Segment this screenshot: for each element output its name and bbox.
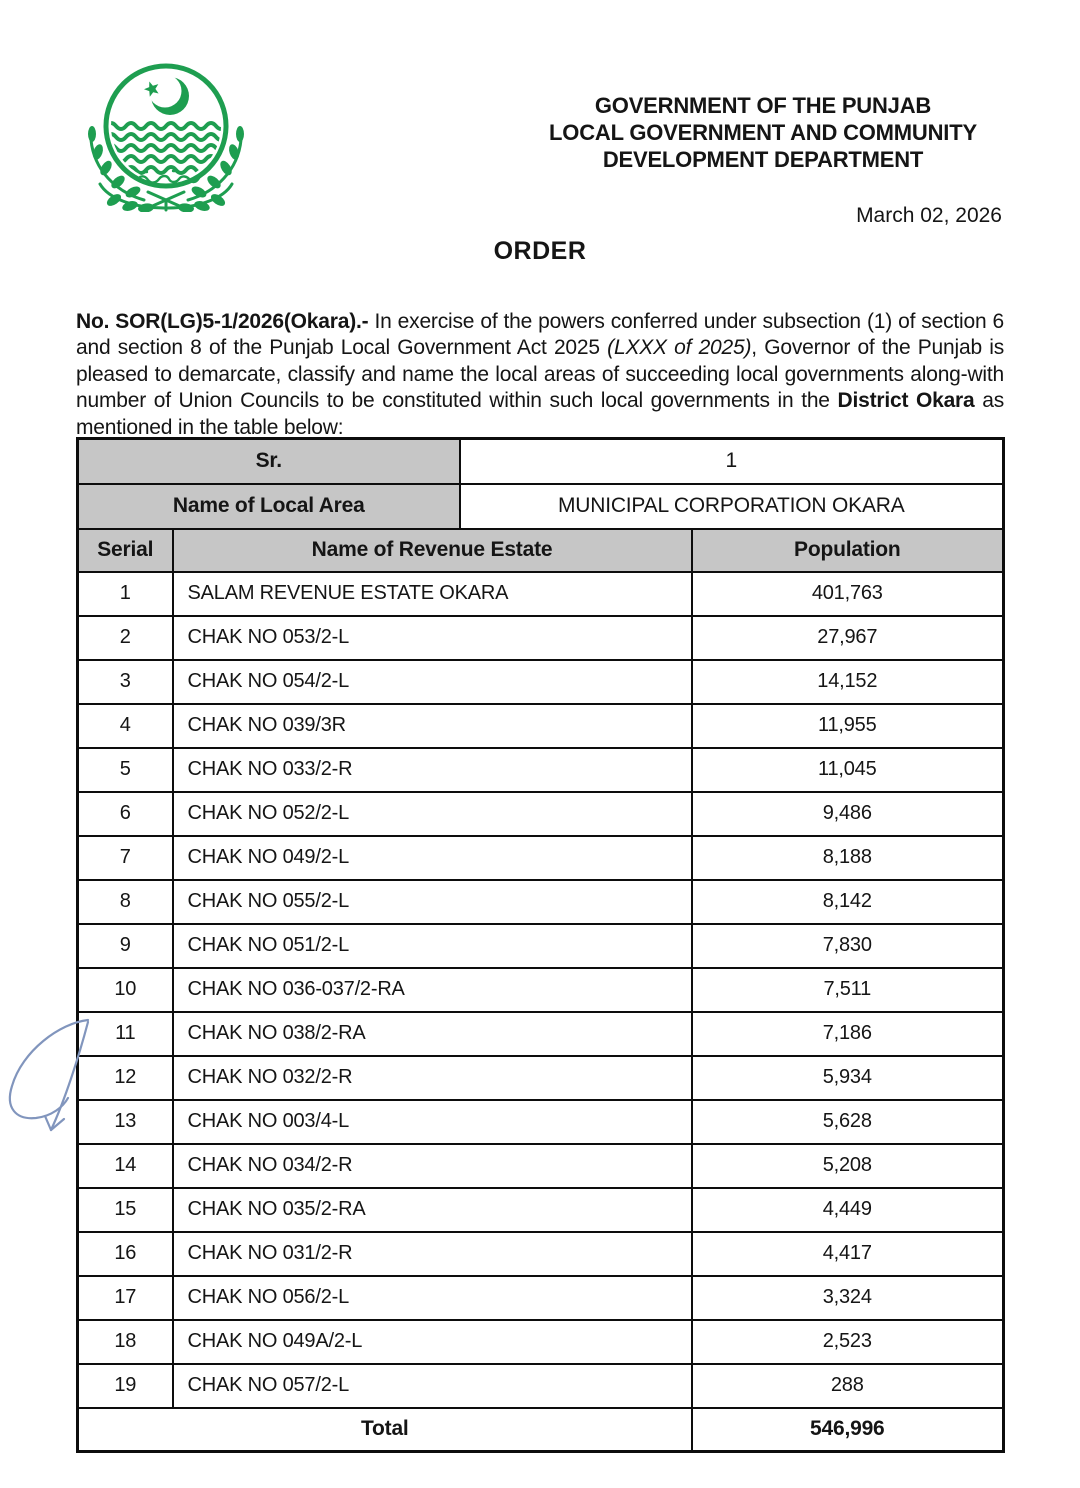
table-row [78, 704, 1004, 748]
table-row [78, 924, 1004, 968]
row-estate-name: CHAK NO 003/4-L [173, 1100, 692, 1144]
row-population: 5,208 [692, 1144, 1004, 1188]
row-population: 7,186 [692, 1012, 1004, 1056]
row-serial: 13 [78, 1100, 173, 1144]
row-estate-name: CHAK NO 049/2-L [173, 836, 692, 880]
row-serial: 19 [78, 1364, 173, 1408]
row-estate-name: CHAK NO 056/2-L [173, 1276, 692, 1320]
table-footer [78, 1408, 1004, 1452]
row-serial: 6 [78, 792, 173, 836]
table-row [78, 572, 1004, 616]
row-population: 288 [692, 1364, 1004, 1408]
row-serial: 9 [78, 924, 173, 968]
table-row [78, 1320, 1004, 1364]
row-population: 5,934 [692, 1056, 1004, 1100]
row-population: 3,324 [692, 1276, 1004, 1320]
row-estate-name: SALAM REVENUE ESTATE OKARA [173, 572, 692, 616]
row-serial: 10 [78, 968, 173, 1012]
table-row [78, 792, 1004, 836]
row-serial: 3 [78, 660, 173, 704]
local-area-label: Name of Local Area [78, 484, 460, 529]
local-area-table [76, 437, 1005, 1453]
row-estate-name: CHAK NO 057/2-L [173, 1364, 692, 1408]
row-population: 4,449 [692, 1188, 1004, 1232]
column-serial: Serial [78, 529, 173, 572]
order-paragraph [76, 309, 1004, 441]
row-estate-name: CHAK NO 035/2-RA [173, 1188, 692, 1232]
sr-label: Sr. [78, 439, 460, 484]
table-row [78, 1012, 1004, 1056]
row-estate-name: CHAK NO 031/2-R [173, 1232, 692, 1276]
row-serial: 11 [78, 1012, 173, 1056]
table-row [78, 1232, 1004, 1276]
row-population: 27,967 [692, 616, 1004, 660]
district-name: District Okara [837, 389, 975, 413]
row-population: 7,511 [692, 968, 1004, 1012]
paragraph-segment-2: , Governor of the Punjab is pleased to demarcate, classify and name the local areas of succeeding local governments along-with number of Union Councils to be constituted within such local governments in the [76, 336, 1004, 413]
row-serial: 18 [78, 1320, 173, 1364]
row-population: 7,830 [692, 924, 1004, 968]
total-label: Total [78, 1408, 692, 1452]
table-row [78, 1276, 1004, 1320]
row-population: 4,417 [692, 1232, 1004, 1276]
table-meta [78, 439, 1004, 572]
table-row [78, 660, 1004, 704]
table-row [78, 1188, 1004, 1232]
row-serial: 1 [78, 572, 173, 616]
row-estate-name: CHAK NO 033/2-R [173, 748, 692, 792]
row-estate-name: CHAK NO 052/2-L [173, 792, 692, 836]
local-area-value: MUNICIPAL CORPORATION OKARA [460, 484, 1004, 529]
row-estate-name: CHAK NO 039/3R [173, 704, 692, 748]
row-population: 401,763 [692, 572, 1004, 616]
row-population: 8,142 [692, 880, 1004, 924]
row-estate-name: CHAK NO 032/2-R [173, 1056, 692, 1100]
table-row [78, 836, 1004, 880]
sr-value: 1 [460, 439, 1004, 484]
row-serial: 2 [78, 616, 173, 660]
row-estate-name: CHAK NO 055/2-L [173, 880, 692, 924]
table-row [78, 1100, 1004, 1144]
table-row [78, 968, 1004, 1012]
row-serial: 15 [78, 1188, 173, 1232]
column-revenue-estate: Name of Revenue Estate [173, 529, 692, 572]
total-row [78, 1408, 1004, 1452]
table-body [78, 572, 1004, 1408]
column-header-row [78, 529, 1004, 572]
order-reference-number: No. SOR(LG)5-1/2026(Okara).- [76, 310, 369, 333]
row-population: 5,628 [692, 1100, 1004, 1144]
row-serial: 7 [78, 836, 173, 880]
order-date: March 02, 2026 [856, 204, 1002, 227]
row-population: 11,045 [692, 748, 1004, 792]
total-population: 546,996 [692, 1408, 1004, 1452]
row-serial: 4 [78, 704, 173, 748]
row-estate-name: CHAK NO 053/2-L [173, 616, 692, 660]
table-row [78, 1144, 1004, 1188]
row-serial: 5 [78, 748, 173, 792]
row-population: 14,152 [692, 660, 1004, 704]
table-row [78, 1364, 1004, 1408]
row-population: 8,188 [692, 836, 1004, 880]
order-title: ORDER [493, 237, 587, 265]
row-serial: 17 [78, 1276, 173, 1320]
table-row [78, 1056, 1004, 1100]
department-line-1: GOVERNMENT OF THE PUNJAB [594, 93, 932, 118]
department-line-2: LOCAL GOVERNMENT AND COMMUNITY [549, 120, 977, 145]
department-line-3: DEVELOPMENT DEPARTMENT [602, 147, 924, 172]
punjab-government-emblem-icon [78, 60, 254, 212]
row-population: 2,523 [692, 1320, 1004, 1364]
paragraph-segment-3: as mentioned in the table below: [76, 389, 1005, 439]
row-estate-name: CHAK NO 049A/2-L [173, 1320, 692, 1364]
row-population: 9,486 [692, 792, 1004, 836]
table-row [78, 880, 1004, 924]
row-population: 11,955 [692, 704, 1004, 748]
row-serial: 8 [78, 880, 173, 924]
row-estate-name: CHAK NO 051/2-L [173, 924, 692, 968]
local-area-row [78, 484, 1004, 529]
row-estate-name: CHAK NO 034/2-R [173, 1144, 692, 1188]
row-estate-name: CHAK NO 038/2-RA [173, 1012, 692, 1056]
table-row [78, 748, 1004, 792]
sr-row [78, 439, 1004, 484]
row-serial: 12 [78, 1056, 173, 1100]
department-heading [523, 92, 1003, 173]
table-row [78, 616, 1004, 660]
row-serial: 16 [78, 1232, 173, 1276]
column-population: Population [692, 529, 1004, 572]
row-estate-name: CHAK NO 036-037/2-RA [173, 968, 692, 1012]
paragraph-segment-1: In exercise of the powers conferred under subsection (1) of section 6 and section 8 of the Punjab Local Government Act 2025 [76, 310, 1004, 360]
row-estate-name: CHAK NO 054/2-L [173, 660, 692, 704]
row-serial: 14 [78, 1144, 173, 1188]
act-reference: (LXXX of 2025) [607, 336, 752, 360]
